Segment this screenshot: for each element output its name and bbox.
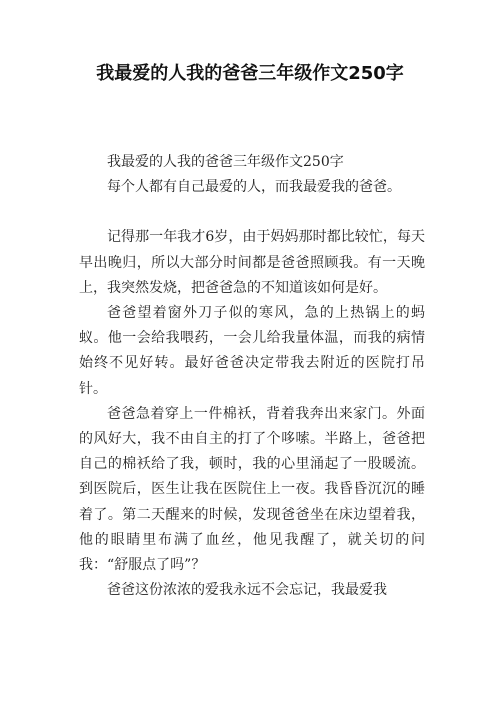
paragraph-memory: 记得那一年我才6岁，由于妈妈那时都比较忙，每天早出晚归，所以大部分时间都是爸爸照顾我。有一天晚上，我突然发烧，把爸爸急的不知道该如何是好。 bbox=[79, 229, 425, 296]
paragraph-hospital: 爸爸急着穿上一件棉袄，背着我奔出来家门。外面的风好大，我不由自主的打了个哆嗦。半路上，爸爸把自己的棉袄给了我，顿时，我的心里涌起了一股暖流。到医院后，医生让我在医院住上一夜。我昏昏沉沉的睡着了。第二天醒来的时候，发现爸爸坐在床边望着我，他的眼睛里布满了血丝，他见我醒了，就关切的问我：“舒服点了吗”？ bbox=[79, 405, 425, 574]
document-title: 我最爱的人我的爸爸三年级作文250字 bbox=[96, 63, 404, 84]
paragraph-worry: 爸爸望着窗外刀子似的寒风，急的上热锅上的蚂蚁。他一会给我喂药，一会儿给我量体温，而我的病情始终不见好转。最好爸爸决定带我去附近的医院打吊针。 bbox=[79, 305, 425, 397]
paragraph-intro: 每个人都有自己最爱的人，而我最爱我的爸爸。 bbox=[107, 179, 401, 196]
paragraph-conclusion: 爸爸这份浓浓的爱我永远不会忘记，我最爱我 bbox=[107, 582, 387, 599]
document-body bbox=[79, 150, 425, 603]
paragraph-gap bbox=[79, 200, 425, 225]
paragraph-subtitle: 我最爱的人我的爸爸三年级作文250字 bbox=[107, 154, 344, 170]
